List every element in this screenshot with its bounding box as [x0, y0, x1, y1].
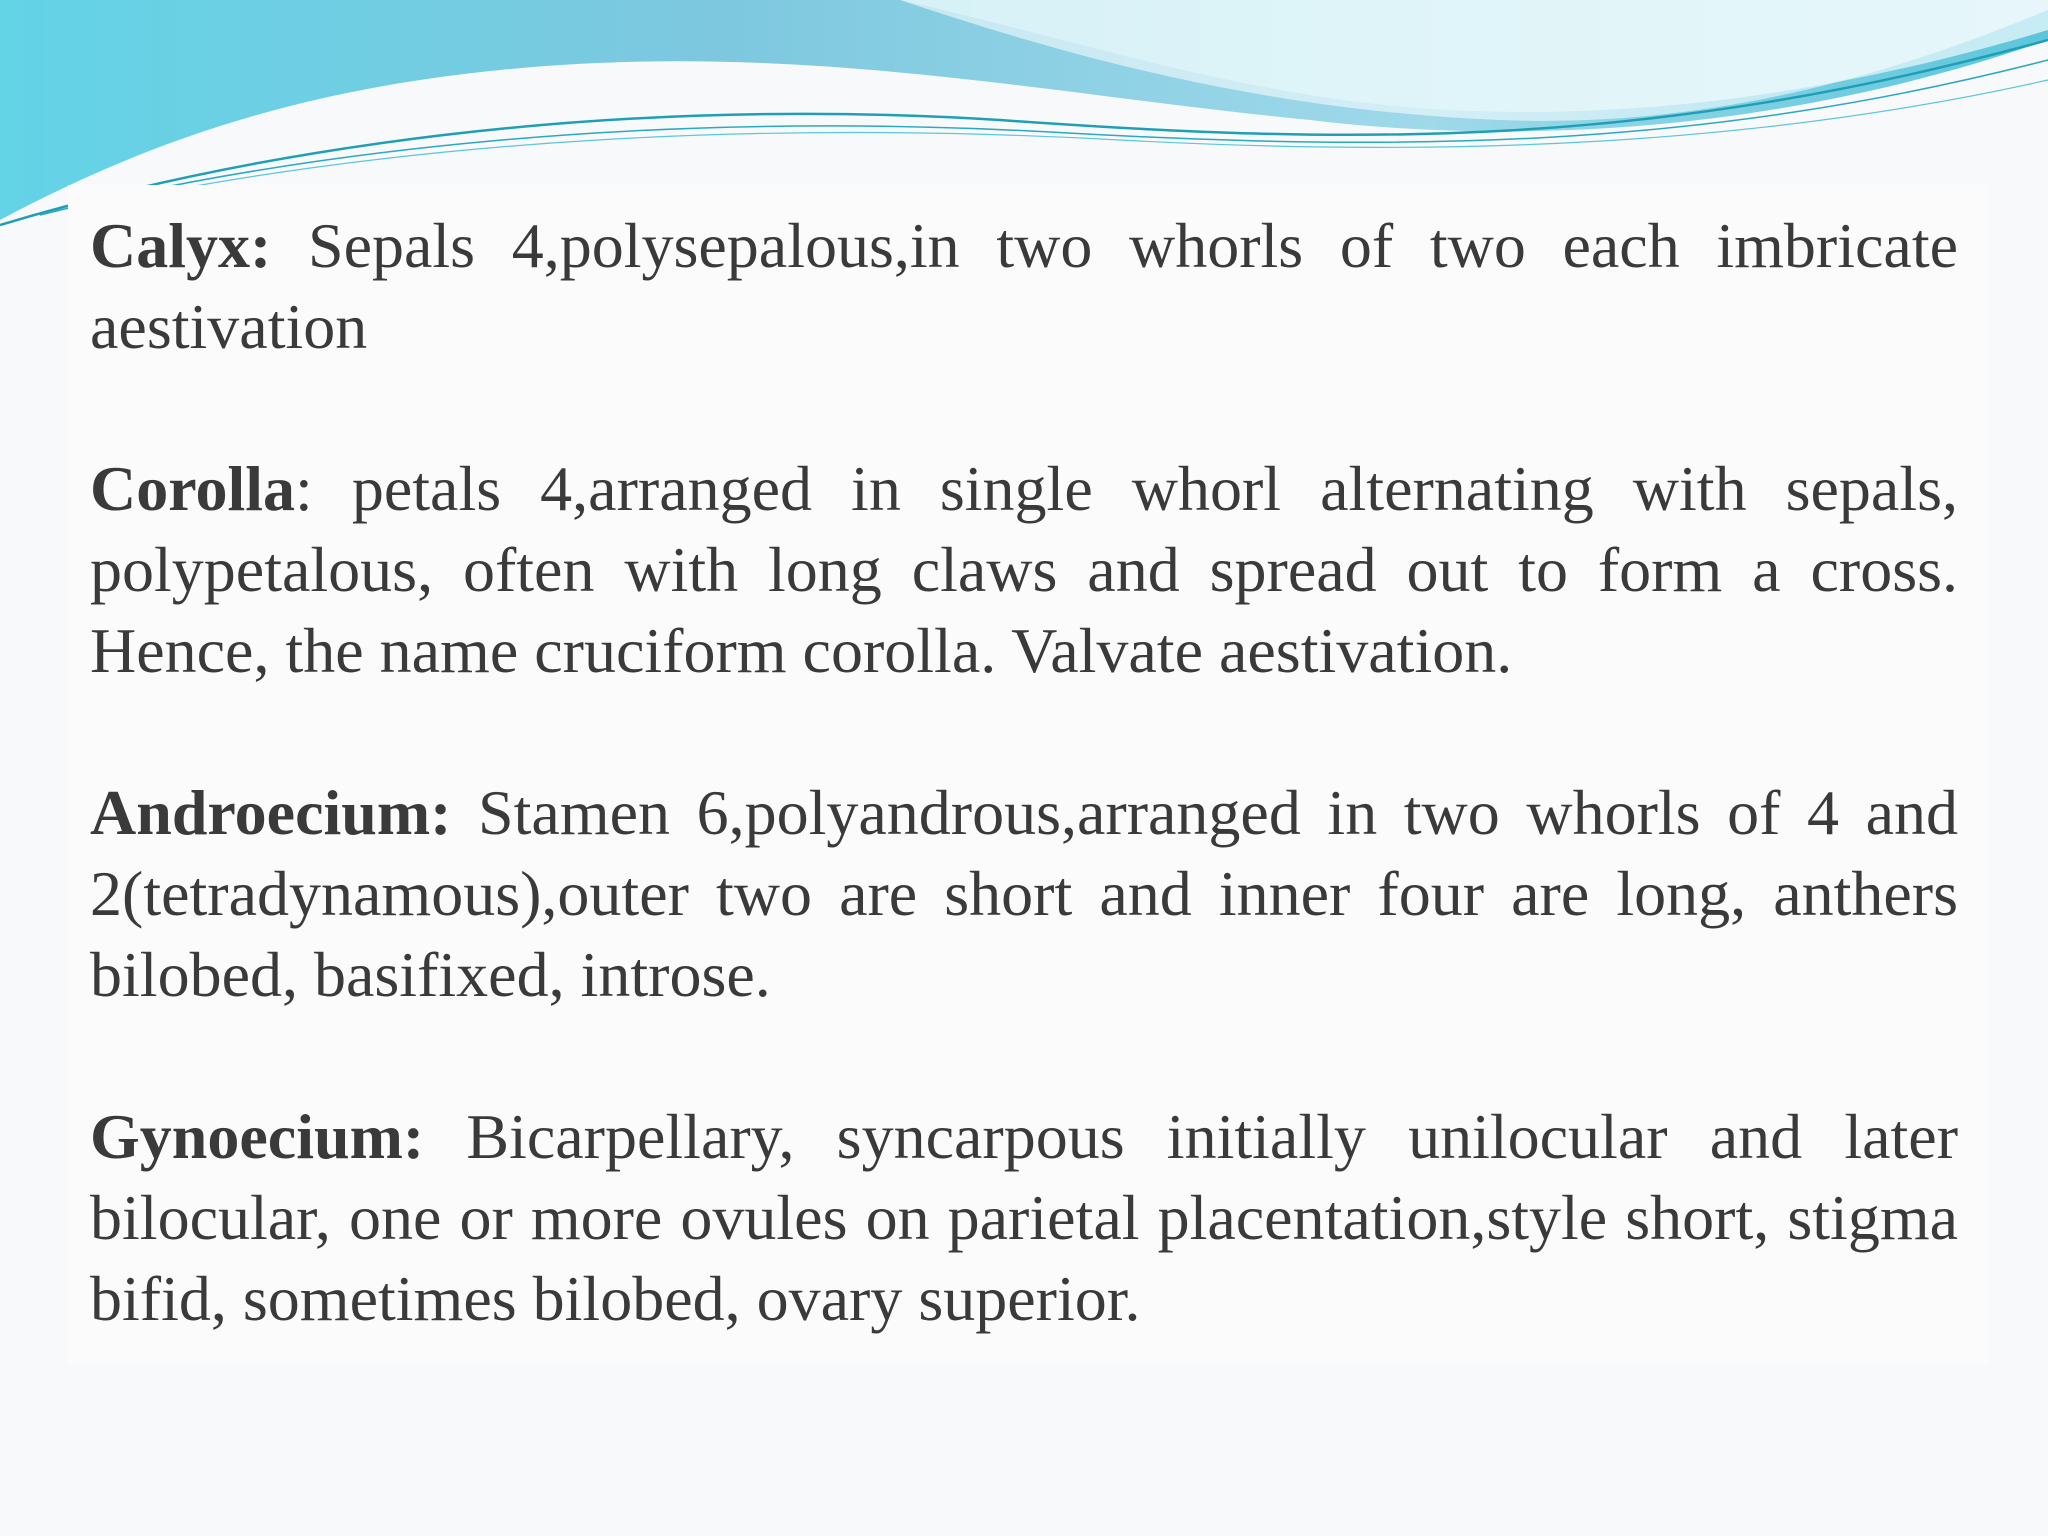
description-corolla: petals 4,arranged in single whorl alternating with sepals, polypetalous, often with long claws and spread out to form a cross. Hence, the name cruciform corolla. Valvate aestivation. — [90, 453, 1958, 686]
paragraph-corolla — [90, 448, 1958, 691]
separator — [451, 777, 478, 848]
separator — [271, 210, 308, 281]
paragraph-androecium — [90, 772, 1958, 1015]
paragraph-calyx — [90, 205, 1958, 367]
term-corolla: Corolla — [90, 453, 296, 524]
floral-description-text — [90, 205, 1958, 1339]
term-gynoecium: Gynoecium: — [90, 1101, 425, 1172]
description-androecium: Stamen 6,polyandrous,arranged in two whorls of 4 and 2(tetradynamous),outer two are short and inner four are long, anthers bilobed, basifixed, introse. — [90, 777, 1959, 1010]
term-androecium: Androecium: — [90, 777, 452, 848]
description-gynoecium: Bicarpellary, syncarpous initially unilocular and later bilocular, one or more ovules on parietal placentation,style short, stigma bifid, sometimes bilobed, ovary superior. — [90, 1101, 1959, 1334]
term-calyx: Calyx: — [90, 210, 272, 281]
separator — [424, 1101, 466, 1172]
description-calyx: Sepals 4,polysepalous,in two whorls of two each imbricate aestivation — [90, 210, 1959, 362]
paragraph-gynoecium — [90, 1096, 1958, 1339]
separator: : — [295, 453, 352, 524]
